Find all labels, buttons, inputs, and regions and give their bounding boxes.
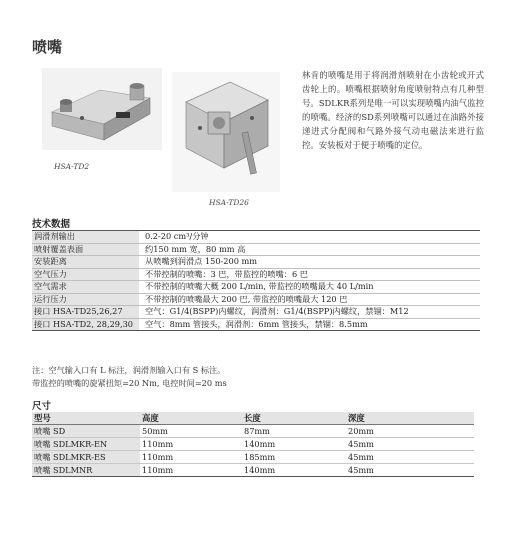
cell: 185mm: [244, 452, 276, 462]
cell: 45mm: [348, 439, 374, 449]
table-row: [32, 269, 480, 282]
cell: 50mm: [142, 426, 168, 436]
row-label: 接口 HSA-TD2, 28,29,30: [32, 319, 139, 331]
table-row: [32, 319, 480, 331]
table-row: [32, 451, 474, 464]
row-label: 接口 HSA-TD25,26,27: [32, 306, 139, 318]
row-value: 0.2-20 cm³/分钟: [145, 231, 209, 241]
table-row: [32, 306, 480, 319]
column-header: 型号: [34, 413, 51, 423]
cell: 140mm: [244, 439, 276, 449]
table-row: [32, 281, 480, 294]
cell: 喷嘴 SDLMKR-ES: [32, 451, 140, 463]
row-value: 空气：G1/4(BSPP)内螺纹，润滑剂：G1/4(BSPP)内螺纹，禁锢：M12: [145, 306, 409, 316]
row-value: 空气：8mm 管接头，润滑剂：6mm 管接头，禁锢：8.5mm: [145, 318, 368, 329]
row-value: 不带控制的喷嘴大概 200 L/min, 带监控的喷嘴最大 40 L/min: [145, 281, 374, 291]
row-label: 喷射覆盖表面: [32, 244, 139, 256]
cell: 喷嘴 SDLMKR-EN: [32, 438, 140, 450]
cell: 喷嘴 SDLMNR: [32, 464, 140, 476]
row-value: 约150 mm 宽，80 mm 高: [145, 243, 246, 254]
tech-data-heading: 技术数据: [32, 219, 71, 230]
table-row: [32, 464, 474, 476]
cell: 45mm: [348, 452, 374, 462]
caption-td2: HSA-TD2: [54, 162, 90, 171]
row-label: 安装距离: [32, 256, 139, 268]
dimensions-heading: 尺寸: [32, 401, 52, 412]
cell: 45mm: [348, 465, 374, 475]
column-header: 高度: [142, 413, 159, 423]
table-row: [32, 425, 474, 438]
cell: 喷嘴 SD: [32, 425, 140, 437]
cell: 20mm: [348, 426, 374, 436]
table-row: [32, 244, 480, 257]
cell: 110mm: [142, 439, 174, 449]
caption-td26: HSA-TD26: [209, 198, 249, 207]
dimensions-table: [32, 412, 474, 477]
notes: [32, 364, 227, 389]
row-label: 运行压力: [32, 294, 139, 306]
column-header: 长度: [244, 413, 261, 423]
intro-paragraph: 林肯的喷嘴是用于将润滑剂喷射在小齿轮或开式齿轮上的。喷嘴根据喷射角度喷射特点有几种型号。SDLKR系列是唯一可以实现喷嘴内油气监控的喷嘴。经济的SD系列喷嘴可以通过在油路外接递进式分配阀和气路外接气动电磁法来进行监控。安装板对于便于喷嘴的定位。: [302, 70, 484, 150]
nozzle-td2-image: [42, 68, 162, 150]
table-header-row: [32, 412, 474, 425]
cell: 87mm: [244, 426, 270, 436]
table-row: [32, 256, 480, 269]
column-header: 深度: [348, 413, 365, 423]
nozzle-td26-image: [172, 72, 280, 192]
row-label: 空气压力: [32, 269, 139, 281]
page-title: 喷嘴: [32, 38, 63, 56]
row-label: 润滑剂输出: [32, 231, 139, 243]
table-row: [32, 294, 480, 307]
cell: 110mm: [142, 452, 174, 462]
row-label: 空气需求: [32, 281, 139, 293]
tech-data-table: [32, 230, 480, 331]
table-row: [32, 231, 480, 244]
product-photo-td26: [172, 72, 280, 192]
cell: 110mm: [142, 465, 174, 475]
table-row: [32, 438, 474, 451]
note-line: 注：空气输入口有 L 标注，润滑剂输入口有 S 标注。: [32, 365, 226, 375]
row-value: 不带控制的喷嘴最大 200 巴, 带监控的喷嘴最大 120 巴: [145, 293, 348, 304]
cell: 140mm: [244, 465, 276, 475]
row-value: 从喷嘴到润滑点 150-200 mm: [145, 256, 258, 266]
note-line: 带监控的喷嘴的旋紧扭矩=20 Nm, 电控时间=20 ms: [32, 377, 227, 388]
product-photo-td2: [42, 68, 162, 150]
row-value: 不带控制的喷嘴：3 巴，带监控的喷嘴：6 巴: [145, 268, 308, 279]
